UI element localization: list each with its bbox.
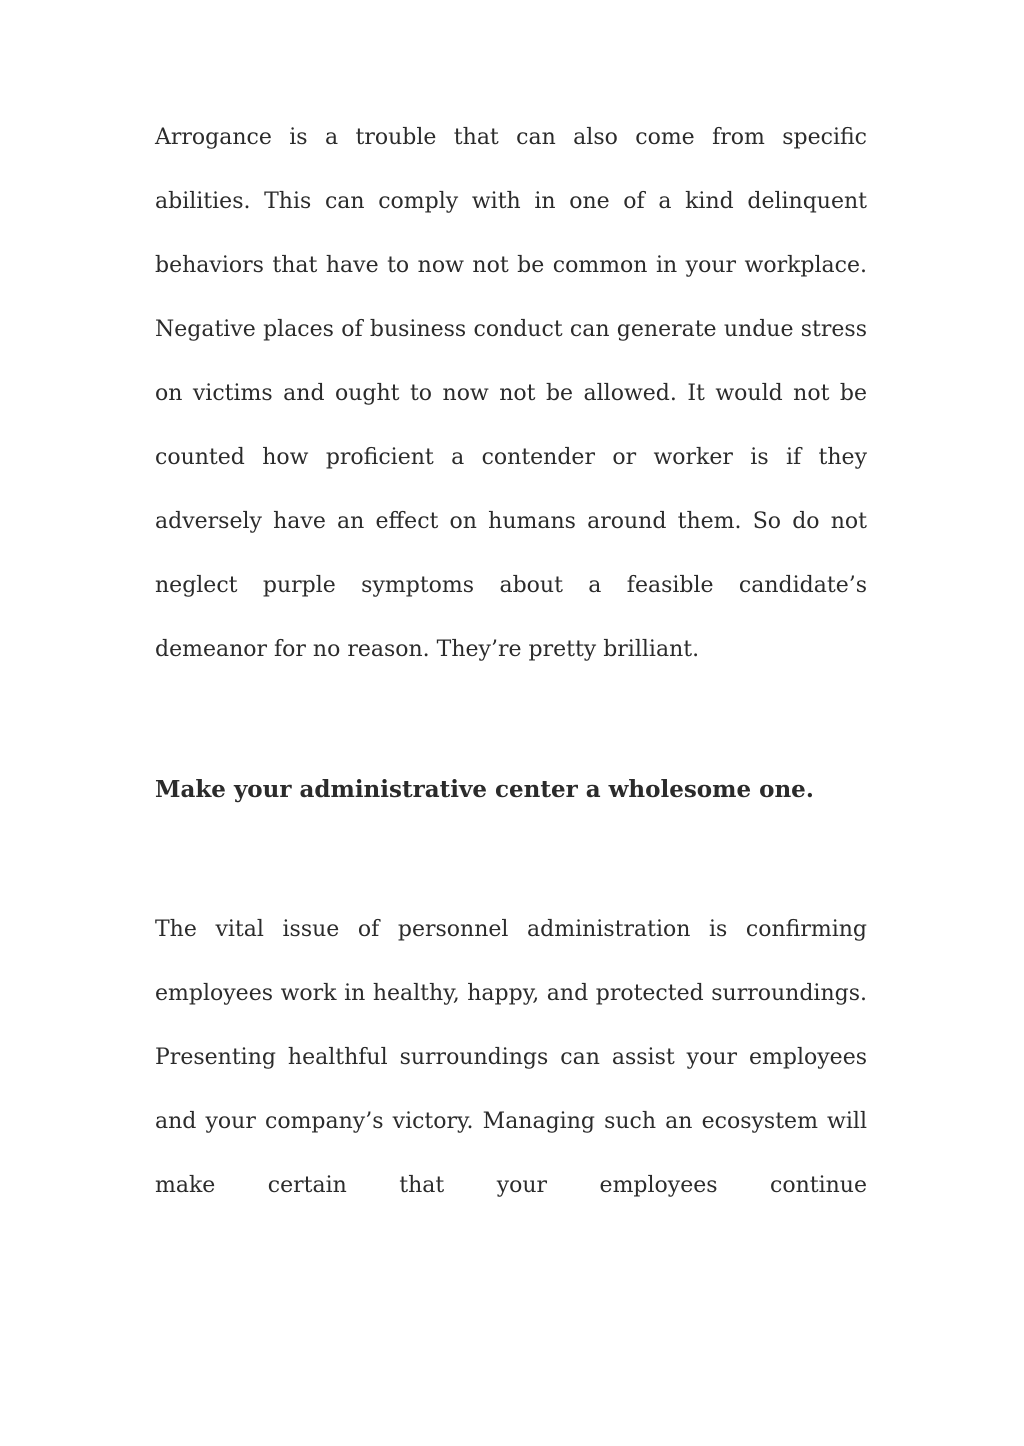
paragraph-personnel-administration: The vital issue of personnel administration is confirming employees work in healthy, happy, and protected surroundings. Presenting healthful surroundings can assist your employees and your company’s victory. Managing such an ecosystem will make certain that your employees continue bbox=[155, 917, 867, 1198]
document-body bbox=[155, 106, 867, 1218]
paragraph-arrogance: Arrogance is a trouble that can also come from specific abilities. This can comply with in one of a kind delinquent behaviors that have to now not be common in your workplace. Negative places of business conduct can generate undue stress on victims and ought to now not be allowed. It would not be counted how proficient a contender or worker is if they adversely have an effect on humans around them. So do not neglect purple symptoms about a feasible candidate’s demeanor for no reason. They’re pretty brilliant. bbox=[155, 125, 867, 662]
section-heading: Make your administrative center a wholesome one. bbox=[155, 776, 814, 803]
